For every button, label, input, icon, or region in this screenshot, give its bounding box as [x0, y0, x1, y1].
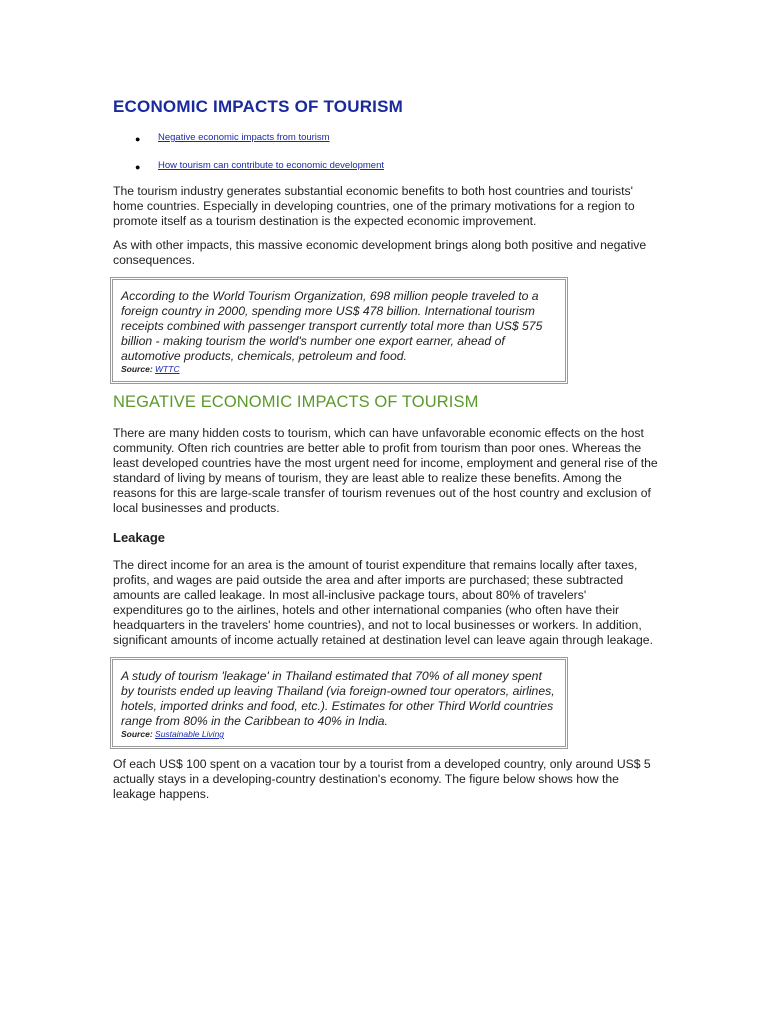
toc-item-negative-impacts [113, 132, 658, 144]
toc-link-negative-impacts[interactable]: Negative economic impacts from tourism [158, 132, 330, 143]
toc-item-economic-development [113, 160, 658, 172]
section-heading-negative-impacts: NEGATIVE ECONOMIC IMPACTS OF TOURISM [113, 393, 479, 411]
table-of-contents [113, 132, 658, 172]
source-label: Source: [121, 364, 153, 374]
document-page [113, 96, 658, 811]
toc-link-economic-development[interactable]: How tourism can contribute to economic development [158, 160, 385, 171]
quote-text: A study of tourism 'leakage' in Thailand estimated that 70% of all money spent by tourists ended up leaving Thailand (via foreign-owned tour operators, airlines, hotels, imported drinks and food, etc.). Estimates for other Third World countries range from 80% in the Caribbean to 40% in India. [121, 669, 555, 728]
source-label: Source: [121, 729, 153, 739]
source-link-wttc[interactable]: WTTC [155, 364, 180, 374]
quote-text: According to the World Tourism Organization, 698 million people traveled to a foreign country in 2000, spending more US$ 478 billion. International tourism receipts combined with passenger transport currently total more than US$ 575 billion - making tourism the world's number one export earner, ahead of automotive products, chemicals, petroleum and food. [121, 289, 543, 363]
quote-box-wto [110, 277, 568, 384]
quote-box-thailand [110, 657, 568, 749]
intro-paragraph-2: As with other impacts, this massive economic development brings along both positive and negative consequences. [113, 238, 647, 267]
intro-paragraph-1: The tourism industry generates substantial economic benefits to both host countries and tourists' home countries. Especially in developing countries, one of the primary motivations for a region to promote itself as a tourism destination is the expected economic improvement. [113, 184, 635, 228]
section-paragraph-1: There are many hidden costs to tourism, which can have unfavorable economic effects on the host community. Often rich countries are better able to profit from tourism than poor ones. Whereas the least developed countries have the most urgent need for income, employment and general rise of the standard of living by means of tourism, they are least able to realize these benefits. Among the reasons for this are large-scale transfer of tourism revenues out of the host country and exclusion of local businesses and products. [113, 426, 658, 515]
quote-source [121, 364, 557, 375]
leakage-paragraph-2: Of each US$ 100 spent on a vacation tour by a tourist from a developed country, only around US$ 5 actually stays in a developing-country destination's economy. The figure below shows how the leakage happens. [113, 757, 651, 801]
source-link-sustainable-living[interactable]: Sustainable Living [155, 729, 225, 739]
quote-source [121, 729, 557, 740]
subheading-leakage: Leakage [113, 530, 166, 545]
bullet-icon: ● [135, 134, 141, 144]
bullet-icon: ● [135, 162, 141, 172]
leakage-paragraph-1: The direct income for an area is the amount of tourist expenditure that remains locally after taxes, profits, and wages are paid outside the area and after imports are purchased; these subtracted amounts are called leakage. In most all-inclusive package tours, about 80% of travelers' expenditures go to the airlines, hotels and other international companies (who often have their headquarters in the travelers' home countries), and not to local businesses or workers. In addition, significant amounts of income actually retained at destination level can leave again through leakage. [113, 558, 653, 647]
page-title: ECONOMIC IMPACTS OF TOURISM [113, 97, 403, 116]
